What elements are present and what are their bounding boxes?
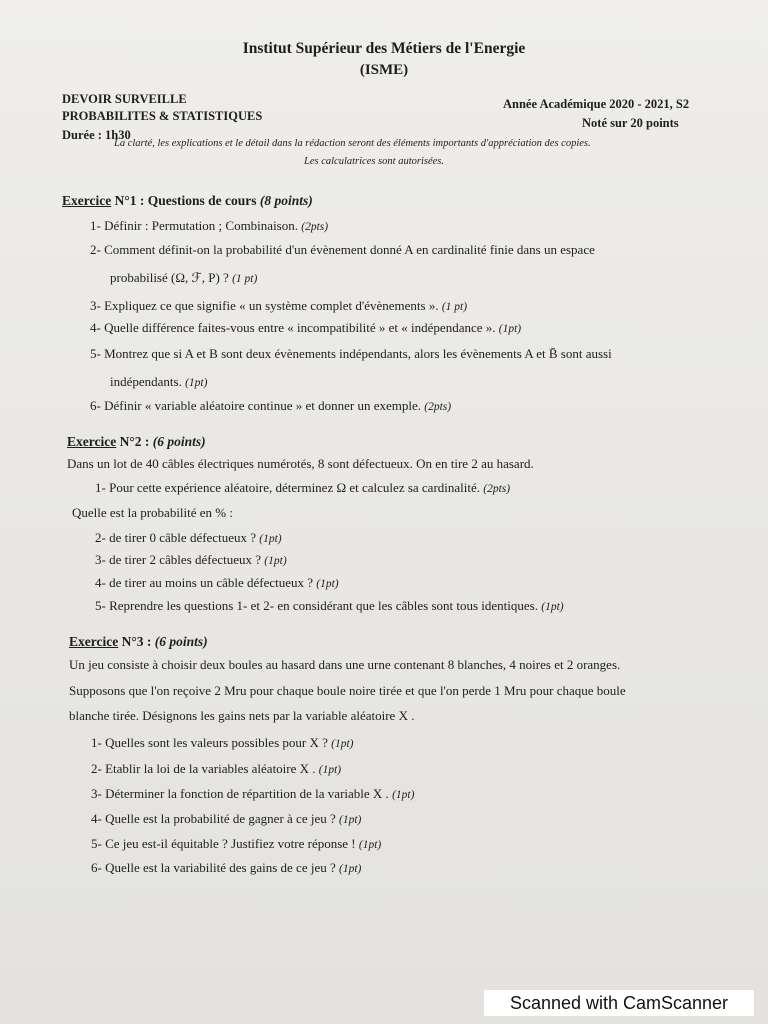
exercise-intro: Supposons que l'on reçoive 2 Mru pour chaque boule noire tirée et que l'on perde 1 Mru pour chaque boule: [69, 683, 626, 698]
question-line: 4- Quelle différence faites-vous entre « incompatibilité » et « indépendance ». (1pt): [90, 320, 522, 335]
question-line: 5- Ce jeu est-il équitable ? Justifiez votre réponse ! (1pt): [91, 836, 382, 851]
exercise-points: (6 points): [154, 634, 208, 649]
question-line: 5- Montrez que si A et B sont deux évènements indépendants, alors les évènements A et B̄ sont aussi: [90, 346, 612, 361]
question-line: 4- Quelle est la probabilité de gagner à ce jeu ? (1pt): [91, 811, 362, 826]
exercise-1-title: [62, 193, 313, 209]
question-line: 2- de tirer 0 câble défectueux ? (1pt): [95, 530, 282, 545]
exercise-number: N°3 :: [121, 634, 152, 649]
question-line: 2- Comment définit-on la probabilité d'un évènement donné A en cardinalité finie dans un espace: [90, 242, 595, 257]
institute-acronym: (ISME): [359, 62, 409, 78]
question-line: 1- Pour cette expérience aléatoire, déterminez Ω et calculez sa cardinalité. (2pts): [95, 480, 511, 495]
institute-name: Institut Supérieur des Métiers de l'Energie: [242, 40, 526, 57]
exercise-label: Exercice: [67, 434, 117, 449]
question-line: 1- Quelles sont les valeurs possibles pour X ? (1pt): [91, 735, 354, 750]
instructions-note: La clarté, les explications et le détail dans la rédaction seront des éléments importants d'appréciation des copies.: [114, 138, 591, 149]
exercise-intro: Un jeu consiste à choisir deux boules au hasard dans une urne contenant 8 blanches, 4 noires et 2 oranges.: [69, 657, 621, 672]
question-line: 2- Etablir la loi de la variables aléatoire X . (1pt): [91, 761, 342, 776]
question-line: Quelle est la probabilité en % :: [72, 505, 234, 520]
calculator-note: Les calculatrices sont autorisées.: [304, 156, 444, 167]
question-line: 4- de tirer au moins un câble défectueux ? (1pt): [95, 575, 339, 590]
exercise-number: N°1 : Questions de cours: [114, 193, 257, 208]
question-line: 3- Expliquez ce que signifie « un système complet d'évènements ». (1 pt): [90, 298, 468, 313]
exercise-label: Exercice: [62, 193, 112, 208]
exam-type: DEVOIR SURVEILLE: [62, 92, 187, 106]
exercise-2-title: [67, 434, 206, 450]
exercise-number: N°2 :: [119, 434, 150, 449]
exam-subject: PROBABILITES & STATISTIQUES: [62, 109, 263, 123]
exercise-intro: Dans un lot de 40 câbles électriques numérotés, 8 sont défectueux. On en tire 2 au hasard.: [67, 456, 534, 471]
question-line: 6- Définir « variable aléatoire continue » et donner un exemple. (2pts): [90, 398, 452, 413]
question-line: probabilisé (Ω, ℱ, P) ? (1 pt): [110, 270, 258, 285]
question-line: 3- de tirer 2 câbles défectueux ? (1pt): [95, 552, 287, 567]
question-line: 5- Reprendre les questions 1- et 2- en considérant que les câbles sont tous identiques. (1pt): [95, 598, 564, 613]
exercise-intro: blanche tirée. Désignons les gains nets par la variable aléatoire X .: [69, 708, 415, 723]
exercise-label: Exercice: [69, 634, 119, 649]
question-line: indépendants. (1pt): [110, 374, 208, 389]
exercise-points: (6 points): [152, 434, 206, 449]
question-line: 3- Déterminer la fonction de répartition de la variable X . (1pt): [91, 786, 415, 801]
exam-duration: Durée : 1h30: [62, 128, 131, 142]
academic-year: Année Académique 2020 - 2021, S2: [503, 97, 690, 111]
exercise-points: (8 points): [259, 193, 313, 208]
grading-scale: Noté sur 20 points: [582, 116, 679, 130]
question-line: 1- Définir : Permutation ; Combinaison. (2pts): [90, 218, 329, 233]
camscanner-watermark: Scanned with CamScanner: [484, 990, 754, 1016]
exercise-3-title: [69, 634, 208, 650]
question-line: 6- Quelle est la variabilité des gains de ce jeu ? (1pt): [91, 860, 362, 875]
